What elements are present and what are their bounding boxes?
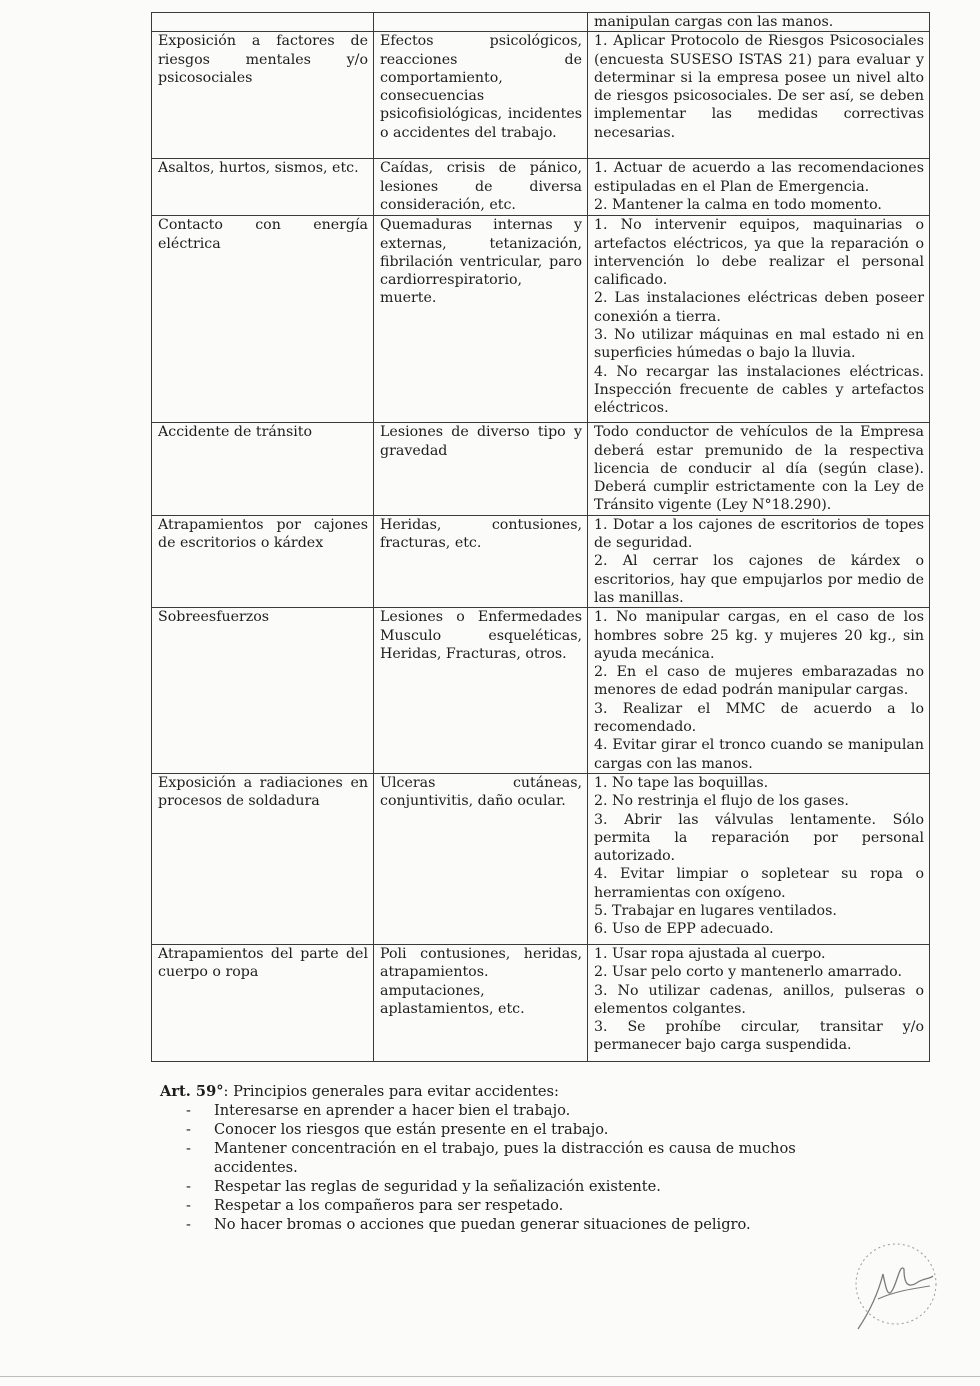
measures-cell	[588, 32, 930, 159]
measures-cell	[588, 216, 930, 423]
risk-cell: Accidente de tránsito	[152, 423, 374, 515]
measure-item: 4. No recargar las instalaciones eléctricas. Inspección frecuente de cables y artefactos eléctricos.	[594, 363, 924, 417]
measures-cell	[588, 423, 930, 515]
consequence-cell: Caídas, crisis de pánico, lesiones de diversa consideración, etc.	[374, 159, 588, 216]
measures-cell	[588, 13, 930, 32]
measure-item: 1. Aplicar Protocolo de Riesgos Psicosociales (encuesta SUSESO ISTAS 21) para evaluar y determinar si la empresa posee un nivel alto de riesgos psicosociales. De ser así, se deben implementar las medidas correctivas necesarias.	[594, 33, 924, 141]
principle-item: - Respetar las reglas de seguridad y la señalización existente.	[160, 1177, 860, 1196]
measure-item: 2. Usar pelo corto y mantenerlo amarrado.	[594, 964, 902, 981]
measure-item: 4. Evitar limpiar o sopletear su ropa o herramientas con oxígeno.	[594, 866, 924, 901]
consequence-cell: Efectos psicológicos, reacciones de comportamiento, consecuencias psicofisiológicas, incidentes o accidentes del trabajo.	[374, 32, 588, 159]
measure-item: 1. No intervenir equipos, maquinarias o artefactos eléctricos, ya que la reparación o intervención lo debe realizar el personal calificado.	[594, 217, 924, 289]
measure-item: 3. Realizar el MMC de acuerdo a lo recomendado.	[594, 700, 924, 736]
risk-cell	[152, 13, 374, 32]
risk-cell: Asaltos, hurtos, sismos, etc.	[152, 159, 374, 216]
article-title: : Principios generales para evitar accidentes:	[223, 1083, 559, 1100]
risk-cell: Sobreesfuerzos	[152, 608, 374, 774]
measures-cell	[588, 773, 930, 944]
risk-cell: Exposición a radiaciones en procesos de soldadura	[152, 773, 374, 944]
signature-stamp	[838, 1234, 948, 1344]
measure-item: 3. Abrir las válvulas lentamente. Sólo permita la reparación por personal autorizado.	[594, 811, 924, 865]
table-row	[152, 515, 930, 607]
consequence-cell: Poli contusiones, heridas, atrapamientos. amputaciones, aplastamientos, etc.	[374, 944, 588, 1061]
risk-cell: Contacto con energía eléctrica	[152, 216, 374, 423]
measure-item: 6. Uso de EPP adecuado.	[594, 921, 774, 938]
measure-item: 1. Dotar a los cajones de escritorios de topes de seguridad.	[594, 516, 924, 552]
principle-item: - Respetar a los compañeros para ser respetado.	[160, 1196, 860, 1215]
table-row	[152, 13, 930, 32]
risk-cell: Atrapamientos por cajones de escritorios o kárdex	[152, 515, 374, 607]
measure-item: 1. Actuar de acuerdo a las recomendaciones estipuladas en el Plan de Emergencia.	[594, 160, 924, 195]
measures-cell	[588, 515, 930, 607]
article-label: Art. 59°	[160, 1083, 224, 1100]
principle-item: - Mantener concentración en el trabajo, pues la distracción es causa de muchos accidentes.	[160, 1139, 860, 1177]
measures-cell	[588, 944, 930, 1061]
article-59	[160, 1082, 860, 1234]
measure-item: 2. No restrinja el flujo de los gases.	[594, 793, 849, 810]
consequence-cell: Heridas, contusiones, fracturas, etc.	[374, 515, 588, 607]
table-row	[152, 216, 930, 423]
consequence-cell: Lesiones o Enfermedades Musculo esqueléticas, Heridas, Fracturas, otros.	[374, 608, 588, 774]
table-row	[152, 944, 930, 1061]
principles-list	[160, 1101, 860, 1234]
table-row	[152, 159, 930, 216]
table-row	[152, 773, 930, 944]
measures-cell	[588, 608, 930, 774]
measure-item: 3. No utilizar cadenas, anillos, pulseras o elementos colgantes.	[594, 982, 924, 1017]
measure-item: 2. En el caso de mujeres embarazadas no menores de edad podrán manipular cargas.	[594, 664, 924, 699]
measure-item: 2. Mantener la calma en todo momento.	[594, 196, 882, 213]
page-edge-line	[0, 1376, 980, 1377]
measure-item: Todo conductor de vehículos de la Empresa deberá estar premunido de la respectiva licencia de conducir al día (según clase). Deberá cumplir estrictamente con la Ley de Tránsito vigente (Ley N°18.290).	[594, 424, 924, 514]
measure-item: 4. Evitar girar el tronco cuando se manipulan cargas con las manos.	[594, 737, 924, 772]
consequence-cell: Lesiones de diverso tipo y gravedad	[374, 423, 588, 515]
measure-item: 3. Se prohíbe circular, transitar y/o permanecer bajo carga suspendida.	[594, 1019, 924, 1054]
measure-item: 3. No utilizar máquinas en mal estado ni en superficies húmedas o bajo la lluvia.	[594, 327, 924, 362]
consequence-cell: Ulceras cutáneas, conjuntivitis, daño ocular.	[374, 773, 588, 944]
risk-table	[151, 12, 930, 1062]
measure-item: 1. No manipular cargas, en el caso de los hombres sobre 25 kg. y mujeres 20 kg., sin ayuda mecánica.	[594, 609, 924, 662]
principle-item: - No hacer bromas o acciones que puedan generar situaciones de peligro.	[160, 1215, 860, 1234]
principle-item: - Interesarse en aprender a hacer bien el trabajo.	[160, 1101, 860, 1120]
table-row	[152, 32, 930, 159]
table-row	[152, 423, 930, 515]
consequence-cell	[374, 13, 588, 32]
measure-item: 1. Usar ropa ajustada al cuerpo.	[594, 945, 826, 962]
consequence-cell: Quemaduras internas y externas, tetanización, fibrilación ventricular, paro cardiorrespiratorio, muerte.	[374, 216, 588, 423]
measure-item: manipulan cargas con las manos.	[594, 14, 834, 30]
measure-item: 1. No tape las boquillas.	[594, 774, 769, 791]
measure-item: 5. Trabajar en lugares ventilados.	[594, 903, 837, 920]
measure-item: 2. Al cerrar los cajones de kárdex o escritorios, hay que empujarlos por medio de las manillas.	[594, 553, 924, 606]
measures-cell	[588, 159, 930, 216]
table-row	[152, 608, 930, 774]
risk-cell: Exposición a factores de riesgos mentales y/o psicosociales	[152, 32, 374, 159]
principle-item: - Conocer los riesgos que están presente en el trabajo.	[160, 1120, 860, 1139]
measure-item: 2. Las instalaciones eléctricas deben poseer conexión a tierra.	[594, 290, 924, 325]
risk-cell: Atrapamientos del parte del cuerpo o ropa	[152, 944, 374, 1061]
article-heading	[160, 1082, 860, 1101]
